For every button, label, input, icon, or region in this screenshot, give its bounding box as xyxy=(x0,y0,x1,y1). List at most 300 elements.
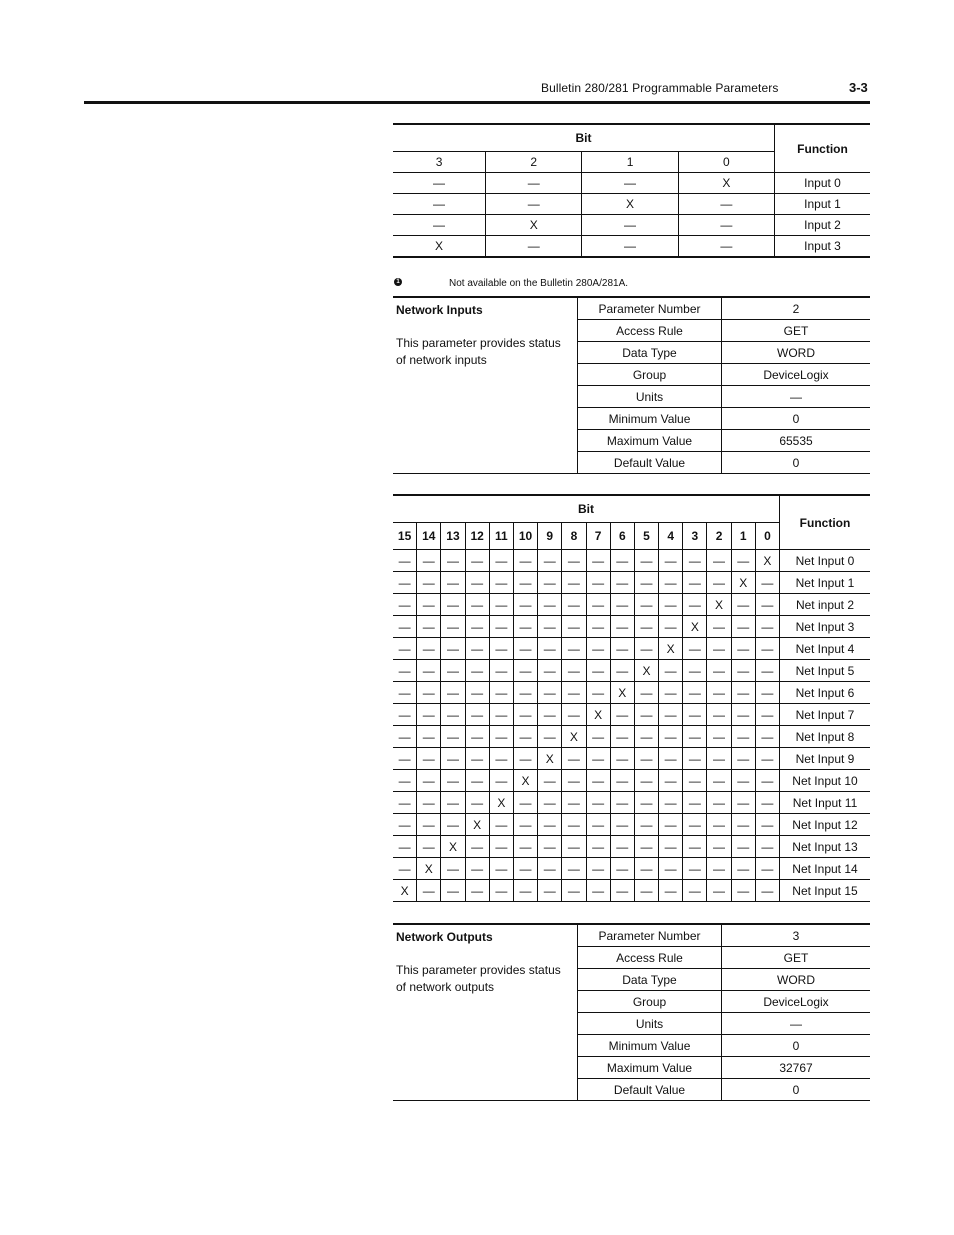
bit-cell: — xyxy=(659,682,683,704)
bit-cell: — xyxy=(659,550,683,572)
bit-cell: — xyxy=(417,660,441,682)
bit-cell: — xyxy=(465,748,489,770)
bit-cell: X xyxy=(755,550,779,572)
attribute-value: 0 xyxy=(722,1079,871,1101)
bit-number: 8 xyxy=(562,523,586,550)
bit-cell: — xyxy=(417,770,441,792)
bit-cell: — xyxy=(489,704,513,726)
bit-cell: — xyxy=(465,594,489,616)
bit-cell: — xyxy=(441,550,465,572)
bit-cell: — xyxy=(562,572,586,594)
bit-cell: — xyxy=(393,770,417,792)
bit-cell: — xyxy=(562,792,586,814)
attribute-value: 32767 xyxy=(722,1057,871,1079)
attribute-value: — xyxy=(722,386,871,408)
bit-cell: — xyxy=(582,236,678,258)
running-header-title: Bulletin 280/281 Programmable Parameters xyxy=(541,81,779,95)
bit-cell: — xyxy=(489,858,513,880)
function-cell: Net Input 9 xyxy=(780,748,871,770)
bit-cell: — xyxy=(489,770,513,792)
function-cell: Net Input 4 xyxy=(780,638,871,660)
bit-cell: — xyxy=(417,792,441,814)
bit-cell: — xyxy=(489,660,513,682)
bit-cell: X xyxy=(634,660,658,682)
bit-cell: — xyxy=(538,770,562,792)
bit-cell: — xyxy=(489,814,513,836)
bit-cell: — xyxy=(586,594,610,616)
function-header: Function xyxy=(780,495,871,550)
table-row xyxy=(393,792,870,814)
attribute-value: 0 xyxy=(722,408,871,430)
bit-cell: — xyxy=(731,550,755,572)
bit-cell: — xyxy=(441,638,465,660)
bit-cell: — xyxy=(417,550,441,572)
bit-cell: — xyxy=(731,748,755,770)
bit-cell: — xyxy=(393,814,417,836)
bit-cell: — xyxy=(731,792,755,814)
bit-cell: — xyxy=(755,572,779,594)
bit-cell: — xyxy=(562,770,586,792)
bit-cell: X xyxy=(441,836,465,858)
bit-cell: — xyxy=(634,550,658,572)
bit-cell: — xyxy=(465,836,489,858)
bit-cell: — xyxy=(731,880,755,902)
bit-cell: — xyxy=(634,814,658,836)
bit-number: 13 xyxy=(441,523,465,550)
attribute-value: — xyxy=(722,1013,871,1035)
parameter-name: Network Outputs xyxy=(396,930,493,944)
bit-cell: — xyxy=(586,792,610,814)
bit-cell: — xyxy=(683,880,707,902)
bit-cell: — xyxy=(562,880,586,902)
bit-cell: — xyxy=(683,682,707,704)
bit-cell: — xyxy=(659,770,683,792)
bit-cell: — xyxy=(489,682,513,704)
bit-cell: — xyxy=(562,638,586,660)
bit-cell: — xyxy=(538,726,562,748)
table-row xyxy=(393,572,870,594)
network-input-bit-table xyxy=(393,494,870,902)
bit-cell: X xyxy=(393,880,417,902)
table-row xyxy=(393,215,870,236)
bit-cell: — xyxy=(513,550,537,572)
bit-cell: — xyxy=(610,770,634,792)
bit-number: 7 xyxy=(586,523,610,550)
bit-cell: — xyxy=(683,660,707,682)
footnote-marker-icon: 1 xyxy=(394,278,402,286)
bit-cell: — xyxy=(582,215,678,236)
bit-cell: — xyxy=(707,616,731,638)
bit-cell: — xyxy=(441,704,465,726)
bit-cell: — xyxy=(610,594,634,616)
attribute-label: Maximum Value xyxy=(578,430,722,452)
bit-cell: — xyxy=(417,880,441,902)
bit-cell: X xyxy=(659,638,683,660)
table-row xyxy=(393,880,870,902)
bit-cell: — xyxy=(586,638,610,660)
bit-cell: — xyxy=(417,572,441,594)
bit-number: 3 xyxy=(683,523,707,550)
bit-cell: — xyxy=(441,660,465,682)
function-cell: Net Input 1 xyxy=(780,572,871,594)
bit-cell: — xyxy=(683,550,707,572)
bit-cell: — xyxy=(610,572,634,594)
function-cell: Net Input 5 xyxy=(780,660,871,682)
bit-cell: — xyxy=(441,682,465,704)
table-row xyxy=(393,660,870,682)
bit-cell: — xyxy=(634,572,658,594)
attribute-label: Default Value xyxy=(578,1079,722,1101)
bit-cell: — xyxy=(489,836,513,858)
bit-number: 5 xyxy=(634,523,658,550)
function-cell: Net Input 12 xyxy=(780,814,871,836)
function-cell: Input 1 xyxy=(775,194,871,215)
bit-number: 1 xyxy=(582,152,678,173)
bit-cell: — xyxy=(634,880,658,902)
bit-cell: — xyxy=(417,726,441,748)
bit-cell: — xyxy=(610,704,634,726)
parameter-name: Network Inputs xyxy=(396,303,483,317)
bit-cell: — xyxy=(731,616,755,638)
bit-cell: — xyxy=(489,572,513,594)
bit-cell: — xyxy=(707,550,731,572)
bit-cell: — xyxy=(513,880,537,902)
bit-cell: — xyxy=(683,726,707,748)
bit-cell: — xyxy=(393,726,417,748)
bit-cell: — xyxy=(755,880,779,902)
bit-cell: — xyxy=(513,616,537,638)
bit-cell: — xyxy=(659,594,683,616)
bit-cell: — xyxy=(489,748,513,770)
bit-cell: — xyxy=(562,594,586,616)
table-row xyxy=(393,616,870,638)
bit-cell: — xyxy=(610,638,634,660)
bit-cell: — xyxy=(417,748,441,770)
bit-cell: X xyxy=(683,616,707,638)
bit-cell: — xyxy=(659,616,683,638)
table-row xyxy=(393,814,870,836)
bit-cell: — xyxy=(393,215,486,236)
bit-cell: — xyxy=(513,594,537,616)
bit-cell: — xyxy=(562,748,586,770)
bit-cell: — xyxy=(683,704,707,726)
function-cell: Net input 2 xyxy=(780,594,871,616)
bit-cell: — xyxy=(731,770,755,792)
bit-cell: — xyxy=(634,726,658,748)
attribute-label: Data Type xyxy=(578,969,722,991)
bit-cell: X xyxy=(678,173,774,194)
bit-cell: — xyxy=(393,836,417,858)
bit-cell: — xyxy=(707,660,731,682)
bit-cell: — xyxy=(441,858,465,880)
bit-cell: — xyxy=(417,682,441,704)
bit-cell: — xyxy=(586,880,610,902)
bit-cell: — xyxy=(393,194,486,215)
bit-cell: — xyxy=(683,748,707,770)
bit-cell: — xyxy=(417,594,441,616)
bit-number: 10 xyxy=(513,523,537,550)
bit-cell: — xyxy=(465,858,489,880)
bit-cell: — xyxy=(707,770,731,792)
attribute-value: WORD xyxy=(722,342,871,364)
table-row xyxy=(393,682,870,704)
bit-cell: — xyxy=(731,858,755,880)
bit-cell: — xyxy=(707,748,731,770)
bit-cell: — xyxy=(441,770,465,792)
bit-cell: — xyxy=(393,616,417,638)
bit-number: 6 xyxy=(610,523,634,550)
bit-cell: X xyxy=(393,236,486,258)
bit-cell: — xyxy=(513,748,537,770)
bit-cell: — xyxy=(441,594,465,616)
bit-cell: — xyxy=(683,836,707,858)
bit-cell: — xyxy=(659,660,683,682)
bit-cell: — xyxy=(465,682,489,704)
bit-cell: — xyxy=(538,814,562,836)
bit-cell: — xyxy=(441,572,465,594)
bit-cell: — xyxy=(659,792,683,814)
function-cell: Net Input 0 xyxy=(780,550,871,572)
bit-cell: — xyxy=(610,858,634,880)
bit-cell: — xyxy=(659,836,683,858)
bit-cell: — xyxy=(486,236,582,258)
bit-cell: — xyxy=(393,173,486,194)
bit-cell: — xyxy=(755,616,779,638)
bit-cell: — xyxy=(731,594,755,616)
bit-cell: — xyxy=(707,572,731,594)
bit-cell: — xyxy=(755,814,779,836)
bit-header: Bit xyxy=(393,495,780,523)
attribute-label: Units xyxy=(578,1013,722,1035)
bit-cell: — xyxy=(582,173,678,194)
bit-cell: — xyxy=(586,748,610,770)
bit-cell: — xyxy=(513,572,537,594)
bit-cell: X xyxy=(513,770,537,792)
bit-cell: — xyxy=(489,616,513,638)
bit-cell: — xyxy=(683,594,707,616)
bit-cell: — xyxy=(659,880,683,902)
bit-cell: — xyxy=(465,660,489,682)
table-row xyxy=(393,236,870,258)
page-number: 3-3 xyxy=(849,80,868,95)
bit-cell: — xyxy=(393,660,417,682)
function-cell: Net Input 15 xyxy=(780,880,871,902)
bit-cell: X xyxy=(707,594,731,616)
bit-cell: — xyxy=(417,814,441,836)
bit-cell: — xyxy=(513,814,537,836)
bit-cell: — xyxy=(513,638,537,660)
bit-cell: — xyxy=(489,726,513,748)
bit-cell: — xyxy=(562,682,586,704)
table-row xyxy=(393,770,870,792)
bit-cell: — xyxy=(731,638,755,660)
attribute-label: Minimum Value xyxy=(578,1035,722,1057)
bit-cell: — xyxy=(610,550,634,572)
bit-cell: — xyxy=(393,748,417,770)
bit-cell: — xyxy=(513,660,537,682)
bit-cell: — xyxy=(659,572,683,594)
bit-cell: — xyxy=(683,638,707,660)
bit-cell: — xyxy=(634,638,658,660)
bit-cell: — xyxy=(634,770,658,792)
bit-cell: — xyxy=(755,638,779,660)
bit-cell: — xyxy=(610,748,634,770)
attribute-label: Parameter Number xyxy=(578,924,722,947)
bit-cell: — xyxy=(707,726,731,748)
bit-cell: — xyxy=(441,880,465,902)
bit-cell: — xyxy=(513,682,537,704)
table-row xyxy=(393,594,870,616)
bit-cell: — xyxy=(417,836,441,858)
bit-cell: — xyxy=(538,594,562,616)
function-cell: Net Input 6 xyxy=(780,682,871,704)
bit-cell: X xyxy=(489,792,513,814)
bit-cell: — xyxy=(562,836,586,858)
bit-cell: — xyxy=(393,858,417,880)
parameter-description-cell xyxy=(393,924,578,1101)
bit-cell: — xyxy=(441,748,465,770)
bit-number: 4 xyxy=(659,523,683,550)
bit-cell: — xyxy=(731,682,755,704)
bit-cell: — xyxy=(465,638,489,660)
bit-cell: — xyxy=(755,704,779,726)
bit-cell: — xyxy=(678,236,774,258)
attribute-value: 65535 xyxy=(722,430,871,452)
bit-cell: — xyxy=(513,726,537,748)
bit-cell: — xyxy=(634,594,658,616)
function-cell: Net Input 11 xyxy=(780,792,871,814)
bit-number: 3 xyxy=(393,152,486,173)
bit-cell: — xyxy=(465,726,489,748)
bit-number: 2 xyxy=(486,152,582,173)
bit-cell: X xyxy=(582,194,678,215)
bit-cell: — xyxy=(393,572,417,594)
bit-cell: — xyxy=(586,814,610,836)
bit-cell: — xyxy=(465,704,489,726)
table-row xyxy=(393,550,870,572)
bit-cell: — xyxy=(586,550,610,572)
attribute-value: WORD xyxy=(722,969,871,991)
bit-cell: — xyxy=(707,682,731,704)
bit-number: 0 xyxy=(755,523,779,550)
network-inputs-parameter-table xyxy=(393,296,870,474)
bit-cell: — xyxy=(538,616,562,638)
function-cell: Net Input 7 xyxy=(780,704,871,726)
bit-cell: — xyxy=(755,660,779,682)
bit-cell: — xyxy=(586,858,610,880)
bit-cell: — xyxy=(562,550,586,572)
bit-cell: — xyxy=(634,704,658,726)
bit-cell: — xyxy=(465,770,489,792)
bit-cell: X xyxy=(586,704,610,726)
bit-cell: — xyxy=(610,814,634,836)
bit-cell: — xyxy=(755,594,779,616)
bit-cell: — xyxy=(441,814,465,836)
attribute-value: GET xyxy=(722,947,871,969)
bit-cell: — xyxy=(731,726,755,748)
attribute-label: Minimum Value xyxy=(578,408,722,430)
bit-cell: — xyxy=(586,616,610,638)
bit-cell: — xyxy=(489,550,513,572)
bit-cell: — xyxy=(489,638,513,660)
parameter-description: This parameter provides status of network outputs xyxy=(396,963,561,994)
function-cell: Input 3 xyxy=(775,236,871,258)
network-outputs-parameter-table xyxy=(393,923,870,1101)
function-cell: Net Input 10 xyxy=(780,770,871,792)
function-cell: Net Input 13 xyxy=(780,836,871,858)
bit-cell: — xyxy=(707,880,731,902)
parameter-description: This parameter provides status of network inputs xyxy=(396,336,561,367)
bit-cell: — xyxy=(659,858,683,880)
bit-cell: — xyxy=(417,616,441,638)
attribute-label: Group xyxy=(578,991,722,1013)
bit-cell: — xyxy=(538,660,562,682)
bit-cell: — xyxy=(393,792,417,814)
bit-cell: — xyxy=(586,660,610,682)
bit-cell: — xyxy=(610,880,634,902)
input-bit-table xyxy=(393,123,870,258)
bit-cell: — xyxy=(707,836,731,858)
bit-cell: — xyxy=(683,770,707,792)
bit-cell: — xyxy=(634,792,658,814)
bit-header: Bit xyxy=(393,124,775,152)
bit-cell: — xyxy=(707,704,731,726)
bit-cell: X xyxy=(486,215,582,236)
attribute-value: GET xyxy=(722,320,871,342)
bit-cell: — xyxy=(417,704,441,726)
bit-cell: X xyxy=(610,682,634,704)
table-row xyxy=(393,748,870,770)
bit-cell: — xyxy=(610,836,634,858)
bit-cell: — xyxy=(755,748,779,770)
function-cell: Net Input 8 xyxy=(780,726,871,748)
attribute-label: Maximum Value xyxy=(578,1057,722,1079)
function-header: Function xyxy=(775,124,871,173)
bit-cell: — xyxy=(755,770,779,792)
bit-cell: — xyxy=(441,616,465,638)
bit-cell: — xyxy=(538,682,562,704)
attribute-value: 0 xyxy=(722,452,871,474)
bit-cell: — xyxy=(634,682,658,704)
bit-cell: — xyxy=(393,682,417,704)
bit-cell: — xyxy=(683,572,707,594)
bit-cell: — xyxy=(538,836,562,858)
attribute-label: Data Type xyxy=(578,342,722,364)
bit-cell: — xyxy=(538,550,562,572)
bit-cell: — xyxy=(634,858,658,880)
bit-cell: — xyxy=(634,616,658,638)
bit-cell: — xyxy=(393,594,417,616)
bit-cell: — xyxy=(465,572,489,594)
bit-cell: — xyxy=(417,638,441,660)
bit-cell: — xyxy=(586,770,610,792)
bit-number: 1 xyxy=(731,523,755,550)
attribute-label: Access Rule xyxy=(578,947,722,969)
bit-cell: — xyxy=(538,704,562,726)
bit-cell: — xyxy=(538,638,562,660)
bit-cell: — xyxy=(755,792,779,814)
table-row xyxy=(393,194,870,215)
bit-cell: — xyxy=(707,858,731,880)
bit-cell: — xyxy=(731,814,755,836)
bit-cell: — xyxy=(659,748,683,770)
bit-cell: — xyxy=(659,814,683,836)
bit-cell: — xyxy=(562,814,586,836)
bit-cell: — xyxy=(755,726,779,748)
bit-cell: — xyxy=(659,704,683,726)
bit-cell: — xyxy=(586,682,610,704)
bit-cell: — xyxy=(683,792,707,814)
